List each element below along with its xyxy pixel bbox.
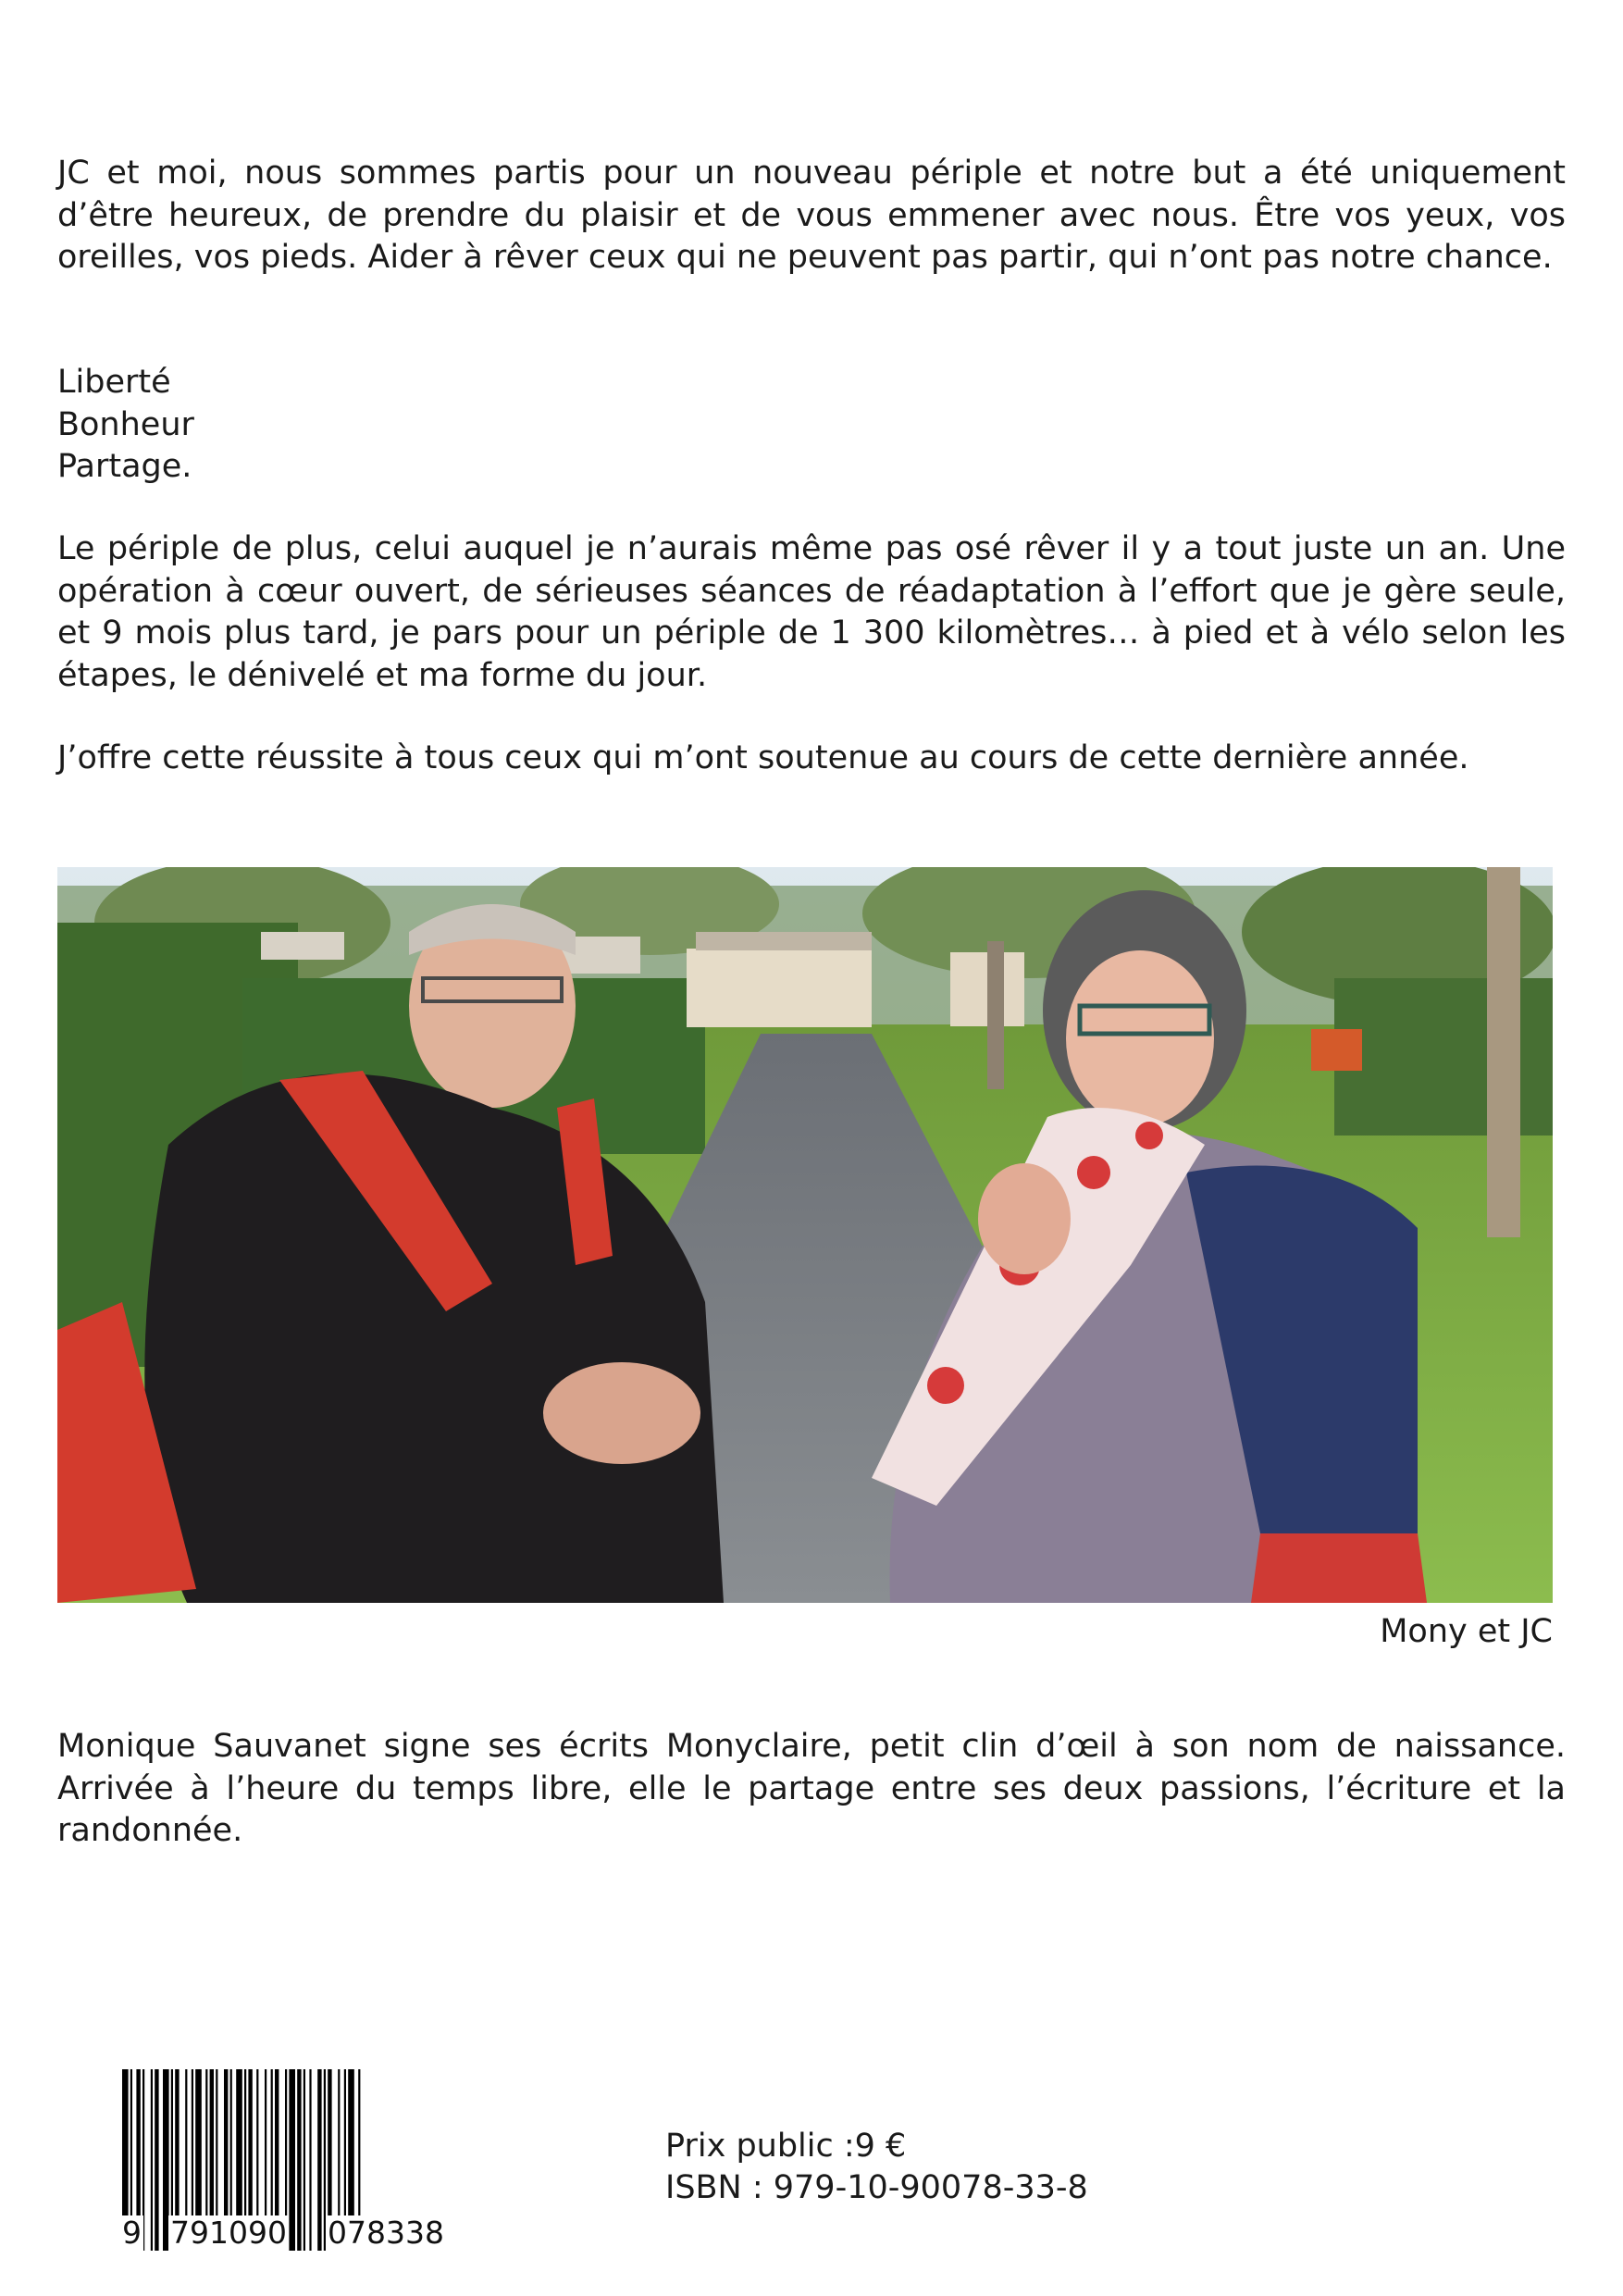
author-bio-paragraph: Monique Sauvanet signe ses écrits Monyclaire, petit clin d’œil à son nom de naissance. Arrivée à l’heure du temps libre, elle le partage entre ses deux passions, l’écriture et la randonnée. — [57, 1728, 1566, 1849]
keyword-bonheur: Bonheur — [57, 405, 194, 443]
keyword-partage: Partage. — [57, 448, 192, 485]
price-line: Prix public :9 € — [665, 2128, 907, 2165]
isbn-line: ISBN : 979-10-90078-33-8 — [665, 2169, 1088, 2206]
intro-paragraph: JC et moi, nous sommes partis pour un nouveau périple et notre but a été uniquement d’être heureux, de prendre du plaisir et de vous emmener avec nous. Être vos yeux, vos oreilles, vos pieds. Aider à rêver ceux qui ne peuvent pas partir, qui n’ont pas notre chance. — [57, 155, 1566, 276]
dedication-paragraph: J’offre cette réussite à tous ceux qui m’ont soutenue au cours de cette dernière année. — [57, 739, 1469, 776]
cover-photo — [57, 867, 1553, 1603]
price-isbn-block — [665, 2126, 1088, 2209]
barcode-digits — [120, 2215, 490, 2253]
barcode-digit-first: 9 — [122, 2215, 142, 2251]
photo-caption: Mony et JC — [1380, 1613, 1553, 1650]
barcode-digits-left: 791090 — [170, 2215, 287, 2251]
barcode-digits-right: 078338 — [328, 2215, 444, 2251]
keyword-liberte: Liberté — [57, 364, 171, 401]
periple-paragraph: Le périple de plus, celui auquel je n’aurais même pas osé rêver il y a tout juste un an. Une opération à cœur ouvert, de sérieuses séances de réadaptation à l’effort que je gère seule, et 9 mois plus tard, je pars pour un périple de 1 300 kilomètres… à pied et à vélo selon les étapes, le dénivelé et ma forme du jour. — [57, 530, 1566, 694]
photo-illustration — [57, 867, 1553, 1603]
keywords-list — [57, 362, 1566, 489]
